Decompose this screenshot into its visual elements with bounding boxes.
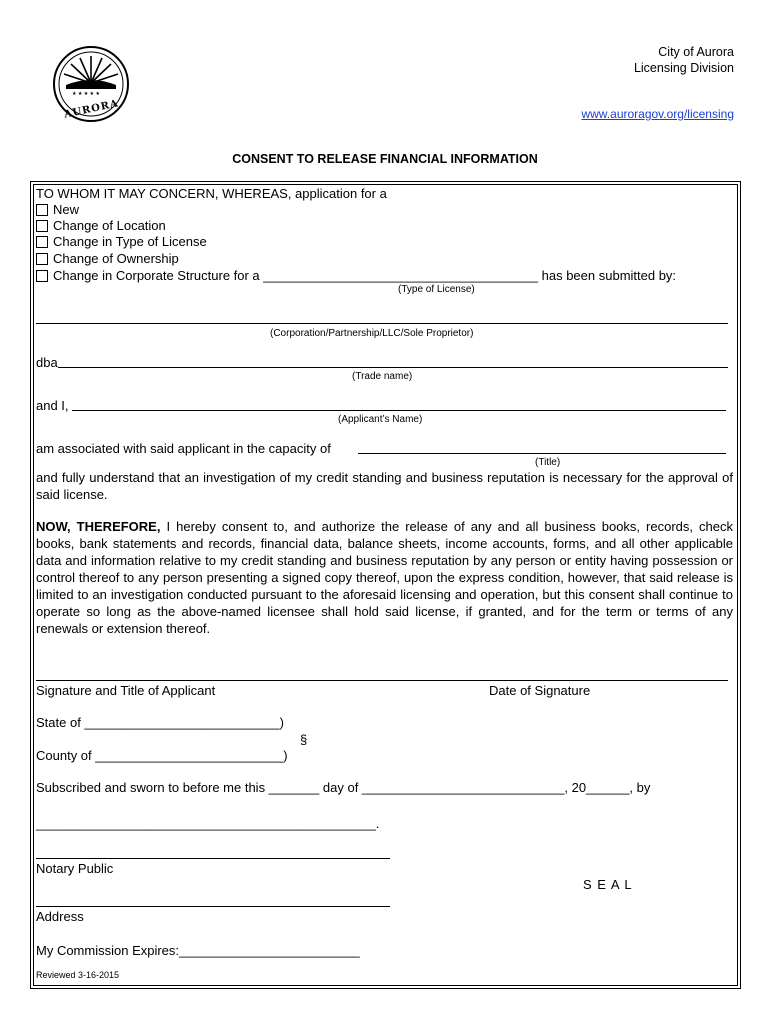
checkbox-new[interactable]	[36, 204, 48, 216]
applicant-name-line[interactable]	[72, 410, 726, 411]
checkbox-change-location[interactable]	[36, 220, 48, 232]
option-change-type[interactable]: Change in Type of License	[36, 234, 207, 250]
seal-label: S E A L	[583, 877, 633, 892]
svg-text:★ ★ ★ ★ ★: ★ ★ ★ ★ ★	[72, 91, 100, 97]
option-new[interactable]: New	[36, 202, 79, 218]
county-field[interactable]: County of __________________________)	[36, 748, 288, 763]
section-symbol: §	[300, 732, 308, 747]
consent-body: I hereby consent to, and authorize the release of any and all business books, records, check books, bank statements and records, financial data, balance sheets, income accounts, forms, and all other applicable data and information relative to my credit standing and business reputation by any person or entity having possession or control thereof to any person presenting a signed copy thereof, upon the express condition, however, that said release is limited to an investigation conducted pursuant to the aforesaid licensing and operation, but this consent shall continue to operate so long as the above-named licensee shall hold said license, if granted, and for the term or terms of any renewals or extension thereof.	[36, 519, 733, 636]
consent-paragraph	[36, 518, 733, 637]
address-line[interactable]	[36, 906, 390, 907]
signature-line[interactable]	[36, 680, 728, 681]
caption-title: (Title)	[535, 457, 561, 468]
entity-name-line[interactable]	[36, 323, 728, 324]
caption-entity: (Corporation/Partnership/LLC/Sole Proprietor)	[270, 328, 474, 339]
title-line[interactable]	[358, 453, 726, 454]
notary-public-label: Notary Public	[36, 861, 114, 876]
and-i-label: and I,	[36, 398, 69, 413]
checkbox-change-structure[interactable]	[36, 270, 48, 282]
intro-text: TO WHOM IT MAY CONCERN, WHEREAS, application for a	[36, 186, 387, 201]
caption-trade-name: (Trade name)	[352, 371, 413, 382]
signature-label: Signature and Title of Applicant	[36, 683, 216, 698]
reviewed-date: Reviewed 3-16-2015	[36, 970, 120, 980]
option-change-location[interactable]: Change of Location	[36, 218, 166, 234]
caption-applicant-name: (Applicant’s Name)	[338, 414, 423, 425]
option-change-structure[interactable]: Change in Corporate Structure for a ______________________________________ has been submitted by:	[36, 268, 676, 284]
header-org: City of Aurora	[658, 45, 734, 59]
page-title: CONSENT TO RELEASE FINANCIAL INFORMATION	[232, 152, 538, 166]
notary-signature-line[interactable]	[36, 858, 390, 859]
sworn-by-line[interactable]: _______________________________________________.	[36, 816, 380, 831]
checkbox-change-type[interactable]	[36, 236, 48, 248]
date-of-signature-label: Date of Signature	[489, 683, 591, 698]
consent-bold-lead: NOW, THEREFORE,	[36, 519, 161, 534]
option-change-ownership[interactable]: Change of Ownership	[36, 251, 179, 267]
header-division: Licensing Division	[633, 61, 734, 75]
address-label: Address	[36, 909, 84, 924]
capacity-label: am associated with said applicant in the capacity of	[36, 441, 331, 456]
sworn-statement[interactable]: Subscribed and sworn to before me this _______ day of ____________________________, 20______, by	[36, 780, 651, 795]
aurora-seal-logo	[52, 45, 130, 123]
checkbox-change-ownership[interactable]	[36, 253, 48, 265]
website-link[interactable]: www.auroragov.org/licensing	[581, 107, 734, 121]
dba-line[interactable]	[58, 367, 728, 368]
logo-text: AURORA	[63, 98, 120, 121]
commission-expires-field[interactable]: My Commission Expires:_________________________	[36, 943, 360, 958]
caption-type-of-license: (Type of License)	[398, 284, 475, 295]
dba-label: dba	[36, 355, 58, 370]
understand-paragraph: and fully understand that an investigation of my credit standing and business reputation is necessary for the approval of said license.	[36, 470, 733, 502]
state-field[interactable]: State of ___________________________)	[36, 715, 284, 730]
